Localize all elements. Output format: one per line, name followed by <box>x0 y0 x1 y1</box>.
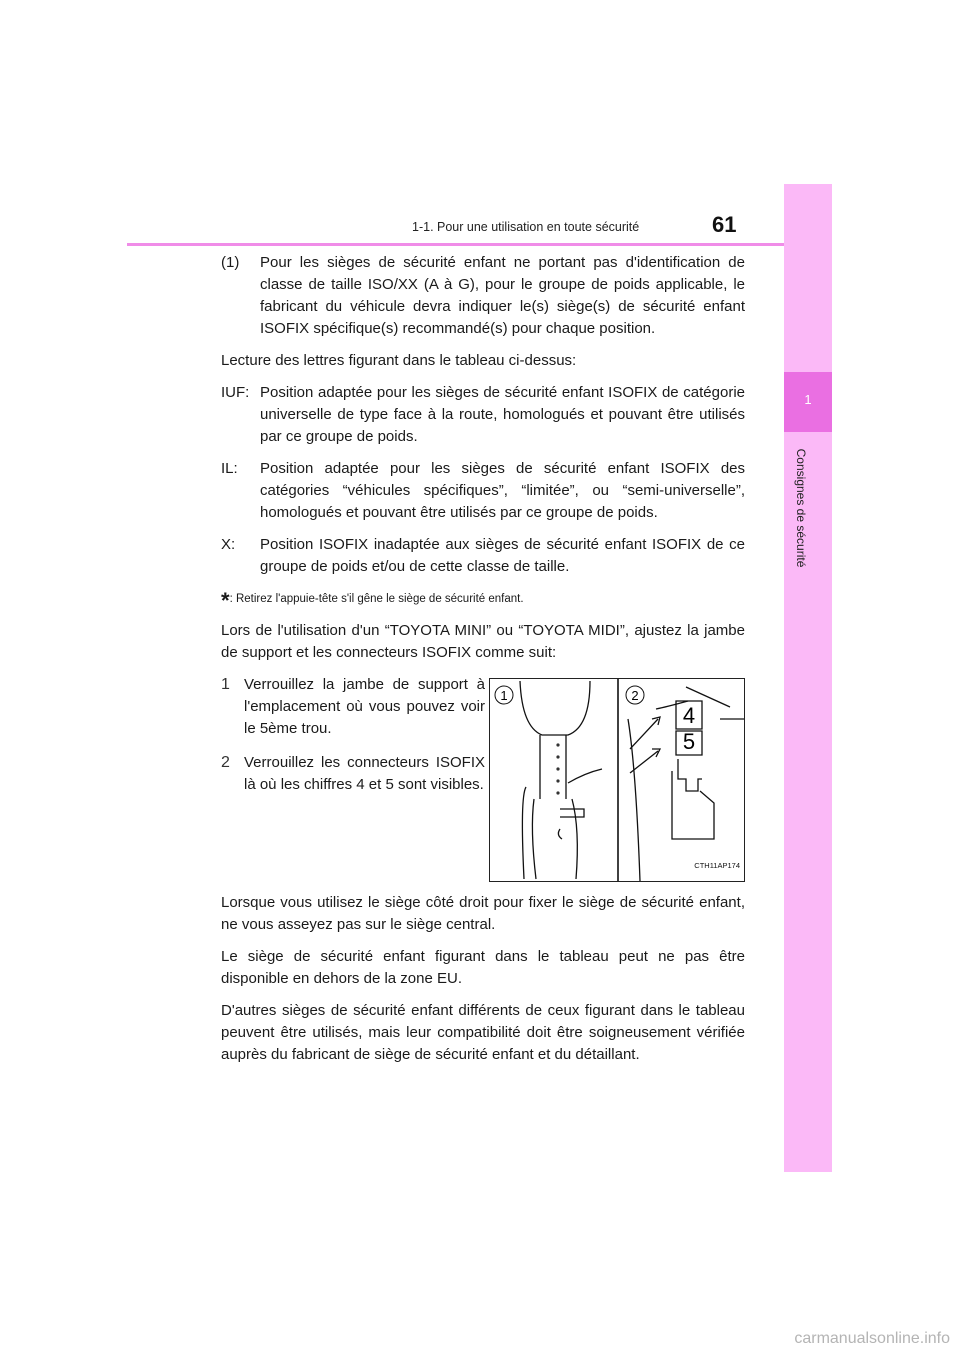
figure-mark-5: 5 <box>682 729 696 754</box>
legend-text: Position ISOFIX inadaptée aux sièges de sécurité enfant ISOFIX de ce groupe de poids et/ou de cette classe de taille. <box>260 536 745 575</box>
isofix-illustration <box>489 678 745 882</box>
legend-label: IUF: <box>221 384 250 401</box>
legend-text: Position adaptée pour les sièges de sécurité enfant ISOFIX de catégorie universelle de type face à la route, homologués et pouvant être utilisés par ce groupe de poids. <box>260 384 745 445</box>
figure-label-2: 2 <box>631 688 639 703</box>
header-rule <box>127 243 784 246</box>
toyota-intro: Lors de l'utilisation d'un “TOYOTA MINI” ou “TOYOTA MIDI”, ajustez la jambe de support et les connecteurs ISOFIX comme suit: <box>221 622 745 661</box>
step-text: Verrouillez les connecteurs ISOFIX là où les chiffres 4 et 5 sont visibles. <box>244 754 485 793</box>
page-content <box>221 252 745 1076</box>
legend-item-iuf <box>221 382 745 448</box>
paragraph: Lorsque vous utilisez le siège côté droit pour fixer le siège de sécurité enfant, ne vous asseyez pas sur le siège central. <box>221 894 745 933</box>
note-1 <box>221 252 745 340</box>
figure-code: CTH11AP174 <box>694 861 740 870</box>
legend-item-il <box>221 458 745 524</box>
legend-label: IL: <box>221 460 238 477</box>
side-tab <box>784 184 832 1172</box>
legend-item-x <box>221 534 745 578</box>
chapter-title: Consignes de sécurité <box>794 448 808 568</box>
illustration-drawing <box>490 679 744 881</box>
legend-intro: Lecture des lettres figurant dans le tableau ci-dessus: <box>221 352 577 369</box>
footnote-mark: * <box>221 588 230 613</box>
footnote-text: : Retirez l'appuie-tête s'il gêne le siège de sécurité enfant. <box>229 593 524 605</box>
paragraph: Le siège de sécurité enfant figurant dans le tableau peut ne pas être disponible en dehors de la zone EU. <box>221 948 745 987</box>
legend-label: X: <box>221 536 236 553</box>
header-section-title: 1-1. Pour une utilisation en toute sécurité <box>412 220 640 234</box>
figure-mark-4: 4 <box>682 703 696 728</box>
chapter-number: 1 <box>804 392 812 407</box>
legend-text: Position adaptée pour les sièges de sécurité enfant ISOFIX des catégories “véhicules spécifiques”, “limitée”, ou “semi-universelle”, homologués et pouvant être utilisés par ce groupe de poids. <box>260 460 745 521</box>
step-number: 2 <box>221 754 230 771</box>
steps-with-figure <box>221 674 745 882</box>
steps-list <box>221 674 485 882</box>
step-item <box>221 752 485 796</box>
watermark: carmanualsonline.info <box>794 1330 950 1347</box>
step-number: 1 <box>221 676 230 693</box>
page-number: 61 <box>712 212 737 237</box>
note-1-label: (1) <box>221 254 240 271</box>
note-1-text: Pour les sièges de sécurité enfant ne portant pas d'identification de classe de taille ISO/XX (A à G), pour le groupe de poids applicable, le fabricant du véhicule devra indiquer le(s) siège(s) de sécurité enfant ISOFIX spécifique(s) recommandé(s) pour chaque position. <box>260 254 745 337</box>
footnote <box>221 588 745 612</box>
step-item <box>221 674 485 740</box>
figure-label-1: 1 <box>500 688 508 703</box>
paragraph: D'autres sièges de sécurité enfant différents de ceux figurant dans le tableau peuvent être utilisés, mais leur compatibilité doit être soigneusement vérifiée auprès du fabricant de siège de sécurité enfant et du détaillant. <box>221 1002 745 1063</box>
step-text: Verrouillez la jambe de support à l'emplacement où vous pouvez voir le 5ème trou. <box>244 676 485 737</box>
